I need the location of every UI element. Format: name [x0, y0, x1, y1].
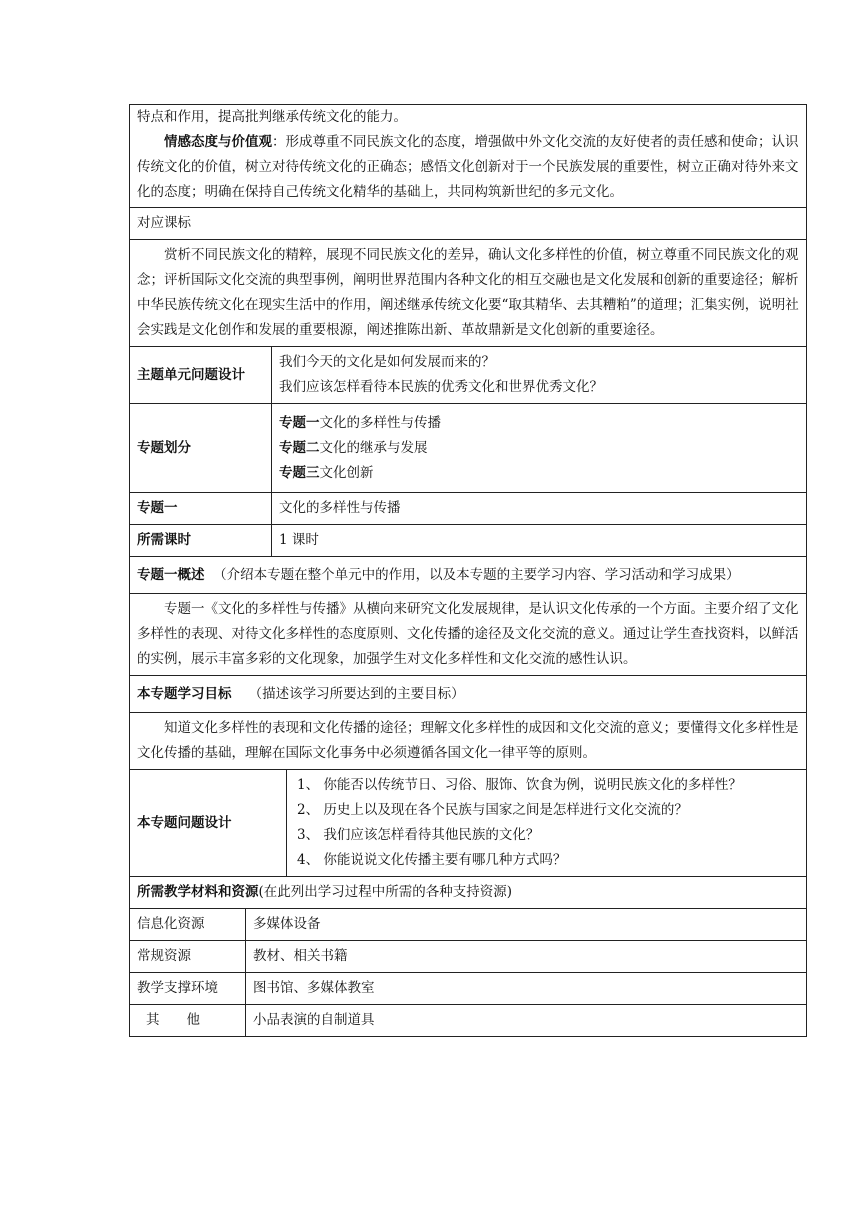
topic-questions-row: [130, 770, 807, 877]
curriculum-text: 赏析不同民族文化的精粹，展现不同民族文化的差异，确认文化多样性的价值，树立尊重不同民族文化的观念；评析国际文化交流的典型事例，阐明世界范围内各种文化的相互交融也是文化发展和创新的重要途径；解析中华民族传统文化在现实生活中的作用，阐述继承传统文化要“取其精华、去其糟粕”的道理；汇集实例，说明社会实践是文化创作和发展的重要根源，阐述推陈出新、革故鼎新是文化创新的重要途径。: [137, 247, 799, 338]
hours-label: 所需课时: [130, 525, 272, 557]
hours-row: [130, 525, 807, 557]
topics-row: [130, 404, 807, 493]
topic-item-2-text: 文化的继承与发展: [319, 439, 428, 456]
lesson-plan-page: [129, 104, 806, 1037]
hours-value: 1 课时: [272, 525, 807, 557]
topic-item-1-bold: 专题一: [279, 414, 320, 431]
topic-question-1: 1、 你能否以传统节日、习俗、服饰、饮食为例，说明民族文化的多样性？: [297, 777, 742, 793]
resource-key-4: 其 他: [130, 1005, 246, 1037]
overview-label-row: [130, 557, 807, 594]
resource-value-2: 教材、相关书籍: [246, 941, 807, 973]
goals-label: 本专题学习目标: [137, 685, 232, 702]
unit-question-1: 我们今天的文化是如何发展而来的？: [279, 354, 495, 370]
attitude-label: 情感态度与价值观: [164, 134, 272, 150]
curriculum-label-row: [130, 208, 807, 240]
attitude-paragraph: [137, 130, 799, 205]
unit-questions-row: [130, 347, 807, 404]
overview-label: 专题一概述: [137, 566, 205, 583]
resource-value-3: 图书馆、多媒体教室: [246, 973, 807, 1005]
topic-one-value: 文化的多样性与传播: [272, 493, 807, 525]
topic-one-row: [130, 493, 807, 525]
lesson-plan-table: [129, 104, 807, 1037]
topic-question-4: 4、 你能说说文化传播主要有哪几种方式吗？: [297, 852, 567, 868]
resource-row: [130, 1005, 807, 1037]
resource-row: [130, 909, 807, 941]
resources-hint: (在此列出学习过程中所需的各种支持资源): [258, 884, 513, 900]
resource-key-1: 信息化资源: [130, 909, 246, 941]
topic-item-2-bold: 专题二: [279, 439, 320, 456]
resources-label: 所需教学材料和资源: [137, 884, 259, 900]
topic-item-3-bold: 专题三: [279, 464, 320, 481]
unit-questions-label: 主题单元问题设计: [130, 347, 272, 404]
attitude-text: ：形成尊重不同民族文化的态度，增强做中外文化交流的友好使者的责任感和使命；认识传统文化的价值，树立对待传统文化的正确态；感悟文化创新对于一个民族发展的重要性，树立正确对待外来文化的态度；明确在保持自己传统文化精华的基础上，共同构筑新世纪的多元文化。: [137, 134, 799, 200]
unit-question-2: 我们应该怎样看待本民族的优秀文化和世界优秀文化？: [279, 379, 603, 395]
topic-item-3-text: 文化创新: [319, 464, 374, 481]
topic-item-2: [279, 436, 799, 461]
resource-row: [130, 973, 807, 1005]
overview-text-row: [130, 594, 807, 676]
topic-item-3: [279, 461, 799, 486]
topic-item-1: [279, 411, 799, 436]
topics-label: 专题划分: [130, 404, 272, 493]
topic-one-label: 专题一: [130, 493, 272, 525]
resource-value-1: 多媒体设备: [246, 909, 807, 941]
goals-label-row: [130, 676, 807, 713]
resource-key-2: 常规资源: [130, 941, 246, 973]
resource-key-3: 教学支撑环境: [130, 973, 246, 1005]
objectives-row: [130, 105, 807, 208]
objectives-line: 特点和作用，提高批判继承传统文化的能力。: [137, 109, 407, 125]
resource-row: [130, 941, 807, 973]
goals-text-row: [130, 713, 807, 770]
goals-hint: （描述该学习所要达到的主要目标）: [248, 685, 465, 702]
topic-question-2: 2、 历史上以及现在各个民族与国家之间是怎样进行文化交流的？: [297, 802, 688, 818]
topic-item-1-text: 文化的多样性与传播: [319, 414, 441, 431]
curriculum-text-row: [130, 240, 807, 347]
topic-question-3: 3、 我们应该怎样看待其他民族的文化？: [297, 827, 540, 843]
resources-label-row: [130, 877, 807, 909]
resource-value-4: 小品表演的自制道具: [246, 1005, 807, 1037]
overview-text: 专题一《文化的多样性与传播》从横向来研究文化发展规律，是认识文化传承的一个方面。主要介绍了文化多样性的表现、对待文化多样性的态度原则、文化传播的途径及文化交流的意义。通过让学生查找资料，以鲜活的实例，展示丰富多彩的文化现象，加强学生对文化多样性和文化交流的感性认识。: [137, 601, 799, 667]
goals-text: 知道文化多样性的表现和文化传播的途径；理解文化多样性的成因和文化交流的意义；要懂得文化多样性是文化传播的基础，理解在国际文化事务中必须遵循各国文化一律平等的原则。: [137, 720, 799, 761]
topic-questions-label: 本专题问题设计: [130, 770, 287, 877]
curriculum-label: 对应课标: [130, 208, 807, 240]
overview-hint: （介绍本专题在整个单元中的作用，以及本专题的主要学习内容、学习活动和学习成果）: [213, 566, 740, 583]
